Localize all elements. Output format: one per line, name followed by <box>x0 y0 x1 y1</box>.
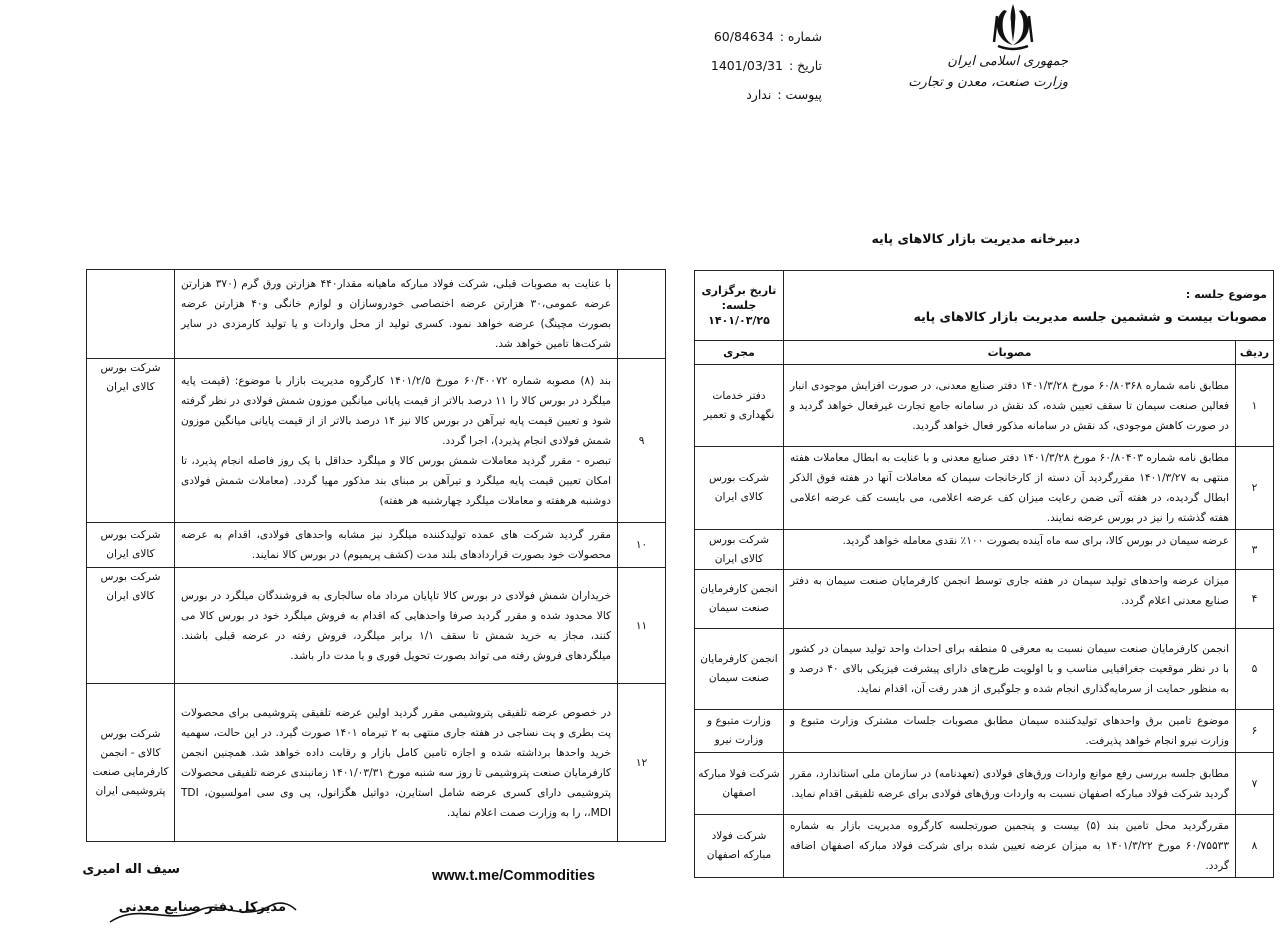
letter-meta <box>672 22 822 109</box>
table-row <box>87 359 666 523</box>
row-text: عرضه سیمان در بورس کالا، برای سه ماه آینده بصورت ۱۰۰٪ نقدی معامله خواهد گردید. <box>783 530 1235 570</box>
signer-title: مدیرکل دفتر صنایع معدنی <box>118 900 286 915</box>
subject-row <box>695 271 1274 341</box>
row-executor: انجمن کارفرمایان صنعت سیمان <box>695 570 784 629</box>
row-executor: شرکت بورس کالای - انجمن کارفرمایی صنعت پتروشیمی ایران <box>87 684 175 842</box>
letter-number-row <box>672 22 822 51</box>
header-resolutions: مصوبات <box>783 341 1235 365</box>
table-row <box>695 629 1274 710</box>
row-executor: شرکت فولا مبارکه اصفهان <box>695 753 784 815</box>
table-row <box>695 815 1274 878</box>
row-executor <box>87 270 175 359</box>
row-text: میزان عرضه واحدهای تولید سیمان در هفته جاری توسط انجمن کارفرمایان صنعت سیمان به دفتر صنایع معدنی اعلام گردد. <box>783 570 1235 629</box>
row-text: مطابق جلسه بررسی رفع موانع واردات ورق‌های فولادی (تعهدنامه) در سازمان ملی استاندارد، مقرر گردید شرکت فولاد مبارکه اصفهان نسبت به واردات ورق‌های فولادی برای عرضه تلفیقی اقدام نماید. <box>783 753 1235 815</box>
row-number: ۱۲ <box>618 684 666 842</box>
row-number: ۱ <box>1236 365 1274 447</box>
row-text: خریداران شمش فولادی در بورس کالا تاپایان مرداد ماه سالجاری به فروشندگان میلگرد در بورس کالا محدود شده و مقرر گردید صرفا واحدهایی که اقدام به فروش میلگرد خود در بورس کالا می کنند، مجاز به خرید شمش تا سقف ۱/۱ برابر میلگرد، فروش رفته در عرضه قبلی باشند. میلگردهای فروش رفته می تواند بصورت تحویل فوری و یا مدت دار باشد. <box>174 568 617 684</box>
row-executor: انجمن کارفرمایان صنعت سیمان <box>695 629 784 710</box>
row-executor: شرکت بورس کالای ایران <box>695 530 784 570</box>
row-number: ۲ <box>1236 447 1274 530</box>
letter-attachment-row <box>672 80 822 109</box>
row-text: مقرر گردید شرکت های عمده تولیدکننده میلگرد نیز مشابه واحدهای فولادی، اقدام به عرضه محصولات خود بصورت قراردادهای بلند مدت (کشف پریمیوم) در بورس کالا نمایند. <box>174 523 617 568</box>
row-executor: شرکت بورس کالای ایران <box>87 359 175 523</box>
row-text: موضوع تامین برق واحدهای تولیدکننده سیمان مطابق مصوبات جلسات مشترک وزارت متبوع و وزارت نیرو انجام خواهد پذیرفت. <box>783 710 1235 753</box>
row-executor: شرکت فولاد مبارکه اصفهان <box>695 815 784 878</box>
office-title: دبیرخانه مدیریت بازار کالاهای پایه <box>871 231 1080 246</box>
row-text-note: تبصره - مقرر گردید معاملات شمش بورس کالا و میلگرد حداقل با یک روز فاصله انجام پذیرد، تا امکان تعیین قیمت پایه میلگرد و تیرآهن بر مبنای بند مذکور مهیا گردد. (معاملات شمش فولادی دوشنبه هرهفته و معاملات میلگرد چهارشنبه هر هفته) <box>180 454 612 507</box>
table-row <box>87 568 666 684</box>
row-number: ۱۱ <box>618 568 666 684</box>
header-row-number: ردیف <box>1236 341 1274 365</box>
letter-number-value: 60/84634 <box>713 29 774 44</box>
letter-attachment-value: ندارد <box>746 87 772 102</box>
row-number: ۹ <box>618 359 666 523</box>
table-row <box>695 447 1274 530</box>
letterhead-emblem <box>908 2 1068 112</box>
table-row <box>695 365 1274 447</box>
row-number: ۵ <box>1236 629 1274 710</box>
table-row <box>695 530 1274 570</box>
letter-number-label: شماره : <box>779 29 822 44</box>
row-number: ۸ <box>1236 815 1274 878</box>
meeting-date-cell <box>695 271 784 341</box>
row-text-main: بند (۸) مصوبه شماره ۶۰/۴۰۰۷۲ مورخ ۱۴۰۱/۲/۵ کارگروه مدیریت بازار با موضوع: (قیمت پایه میلگرد در بورس کالا را ۱۱ درصد بالاتر از قیمت پایانی میانگین موزون شمش فولادی در نظر گرفته شود و تعیین قیمت پایه تیرآهن در بورس کالا نیز ۱۴ درصد بالاتر از از قیمت پایانی میانگین موزون شمش فولادی انجام پذیرد)، اجرا گردد. <box>180 374 612 447</box>
emblem-ministry-text: وزارت صنعت، معدن و تجارت <box>908 75 1068 90</box>
letter-attachment-label: پیوست : <box>777 87 822 102</box>
meeting-date-value: ۱۴۰۱/۰۳/۲۵ <box>708 314 770 327</box>
row-number: ۳ <box>1236 530 1274 570</box>
row-text <box>174 359 617 523</box>
row-text: مطابق نامه شماره ۶۰/۸۰۳۶۸ مورخ ۱۴۰۱/۳/۲۸ دفتر صنایع معدنی، در صورت افزایش موجودی انبار فعالین صنعت سیمان تا سقف تعیین شده، کد نقش در سامانه جامع تجارت غیرفعال خواهد گردید و در صورت کاهش موجودی، کد نقش در سامانه مذکور فعال خواهد گردید. <box>783 365 1235 447</box>
signature-scribble-icon <box>100 892 300 932</box>
meeting-date-label: تاریخ برگزاری جلسه: <box>701 284 777 312</box>
resolutions-table-left <box>86 269 666 842</box>
header-executor: مجری <box>695 341 784 365</box>
subject-label: موضوع جلسه : <box>1185 287 1267 301</box>
row-executor: شرکت بورس کالای ایران <box>87 523 175 568</box>
row-number <box>618 270 666 359</box>
table-row <box>695 570 1274 629</box>
signer-name: سیف اله امیری <box>82 862 180 877</box>
row-executor: دفتر خدمات نگهداری و تعمیر <box>695 365 784 447</box>
row-number: ۶ <box>1236 710 1274 753</box>
row-executor: وزارت متبوع و وزارت نیرو <box>695 710 784 753</box>
letter-date-value: 1401/03/31 <box>710 58 783 73</box>
row-text: با عنایت به مصوبات قبلی، شرکت فولاد مبارکه ماهیانه مقدار۴۴۰ هزارتن ورق گرم (۳۷۰ هزارتن عرضه عمومی،۳۰ هزارتن عرضه اختصاصی خودروسازان و لوازم خانگی و۴۰ هزارتن عرضه بصورت مچینگ) عرضه خواهد نمود. کسری تولید از محل واردات و یا تولید کارمزدی در سایر شرکت‌ها تامین خواهد شد. <box>174 270 617 359</box>
row-executor: شرکت بورس کالای ایران <box>695 447 784 530</box>
table-header-row <box>695 341 1274 365</box>
table-row <box>87 270 666 359</box>
resolutions-table-right <box>694 270 1274 878</box>
row-text: مقررگردید محل تامین بند (۵) بیست و پنجمین صورتجلسه کارگروه مدیریت بازار به شماره ۶۰/۷۵۵۳۳ مورخ ۱۴۰۱/۳/۲۲ به میزان عرضه تعیین شده برای شرکت فولاد مبارکه اصفهان اضافه گردد. <box>783 815 1235 878</box>
table-row <box>87 684 666 842</box>
table-row <box>695 753 1274 815</box>
emblem-country-text: جمهوری اسلامی ایران <box>947 54 1068 69</box>
row-text: انجمن کارفرمایان صنعت سیمان نسبت به معرفی ۵ منطقه برای احداث واحد تولید سیمان در کشور با در نظر موقعیت جغرافیایی مناسب و با اولویت طرح‌های دارای پیشرفت فیزیکی بالای ۴۰ درصد و به منظور حمایت از سرمایه‌گذاری انجام شده و جلوگیری از هدر رفت آن، اقدام نماید. <box>783 629 1235 710</box>
row-number: ۱۰ <box>618 523 666 568</box>
row-number: ۷ <box>1236 753 1274 815</box>
row-number: ۴ <box>1236 570 1274 629</box>
row-executor: شرکت بورس کالای ایران <box>87 568 175 684</box>
table-row <box>87 523 666 568</box>
letter-date-row <box>672 51 822 80</box>
telegram-channel-link[interactable]: www.t.me/Commodities <box>432 868 596 884</box>
subject-title: مصوبات بیست و ششمین جلسه مدیریت بازار کالاهای پایه <box>913 308 1267 324</box>
iran-emblem-icon <box>990 2 1036 52</box>
row-text: مطابق نامه شماره ۶۰/۸۰۴۰۳ مورخ ۱۴۰۱/۳/۲۸ دفتر صنایع معدنی و با عنایت به ابطال معاملات هفته منتهی به ۱۴۰۱/۳/۲۷ مقررگردید آن دسته از کارخانجات سیمان که معاملات آنها در هفته فوق الذکر ابطال گردیده، در هفته آتی ضمن رعایت میزان کف عرضه اعلامی، می بایست کف عرضه اعلامی هفته گذشته را نیز در بورس عرضه نمایند. <box>783 447 1235 530</box>
subject-cell <box>783 271 1273 341</box>
table-row <box>695 710 1274 753</box>
row-text: در خصوص عرضه تلفیقی پتروشیمی مقرر گردید اولین عرضه تلفیقی پتروشیمی برای محصولات پت بطری و پت نساجی در هفته جاری منتهی به ۲ تیرماه ۱۴۰۱ صورت گیرد. در این حالت، سهمیه خرید واحدها برداشته شده و اجازه تامین کامل بازار و رقابت داده خواهد شد. همچنین انجمن کارفرمایان صنعت پتروشیمی تا روز سه شنبه مورخ ۱۴۰۱/۰۳/۳۱ زمانبندی عرضه تلفیقی محصولات پتروشیمی دارای کسری عرضه شامل استایرن، دواتیل هگزانول، پی وی سی امولسیون، TDI ،MDI، را به وزارت صمت اعلام نماید. <box>174 684 617 842</box>
letter-date-label: تاریخ : <box>788 58 822 73</box>
